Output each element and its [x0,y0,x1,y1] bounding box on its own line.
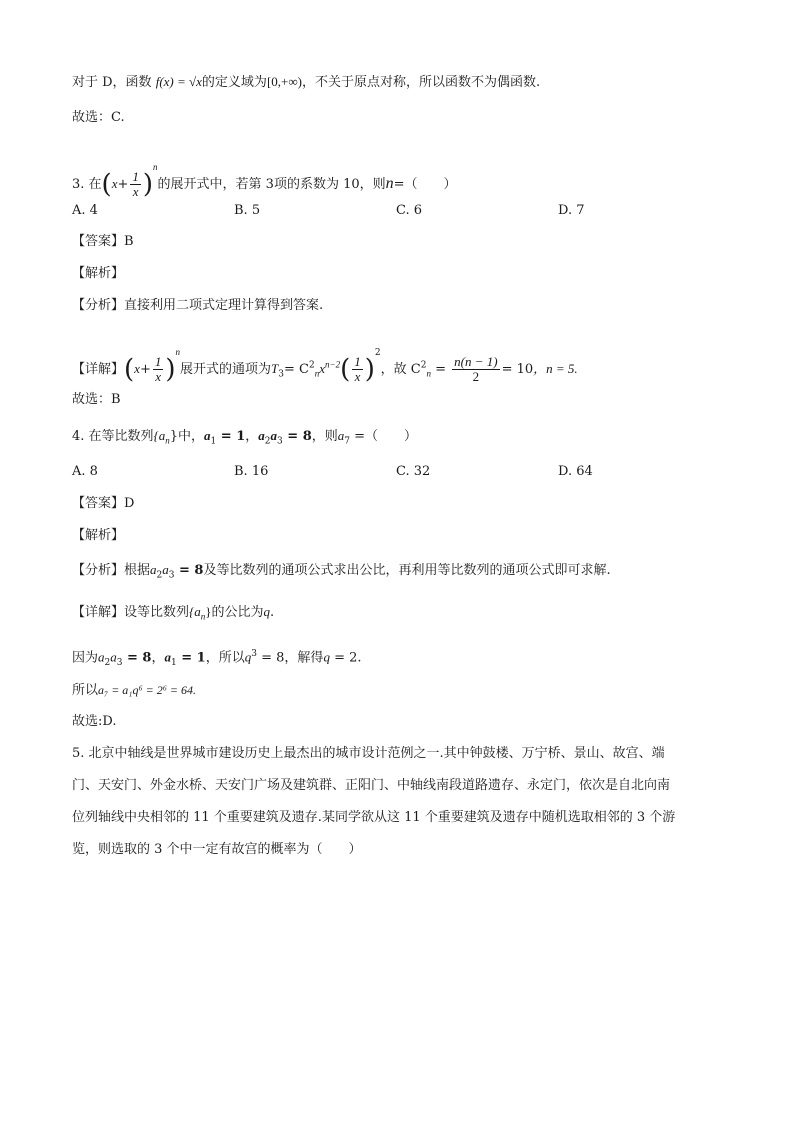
formula: x [111,176,118,191]
formula: a [162,562,169,577]
text-line [72,72,540,93]
question-5-line-3: 位列轴线中央相邻的 11 个重要建筑及遗存.某同学欲从这 11 个重要建筑及遗存中随机选取相邻的 3 个游 [72,810,676,825]
formula: a [98,649,105,665]
formula: ，n = 5. [533,361,578,376]
formula: a₇ = a₁q⁶ = 2⁶ = 64. [98,683,196,697]
formula: = C [284,362,309,377]
text: 展开式的通项为 [180,362,272,377]
fraction [452,355,499,384]
fraction [130,170,141,199]
question-5-line-1: 5. 北京中轴线是世界城市建设历史上最杰出的城市设计范例之一.其中钟鼓楼、万宁桥、景山、故宫、端 [72,746,665,761]
text: ，解得 [284,650,324,666]
subscript: 3 [277,436,283,447]
option-b: B. 5 [234,203,261,218]
text: =（ ） [393,177,457,192]
option-d: D. 64 [558,464,593,479]
text: 因为 [72,650,99,666]
subscript: 3 [116,657,123,668]
detail-line [72,644,362,673]
detail-label: 【详解】 [72,362,125,377]
paren: ) [364,354,375,385]
text: ，故 C [380,362,421,377]
formula: = 2. [329,650,362,666]
subscript: 7 [344,436,350,447]
analysis-text: 【分析】直接利用二项式定理计算得到答案. [72,298,324,313]
text: =（ ） [350,429,418,444]
subscript: 2 [156,570,163,581]
subscript: 2 [264,436,271,447]
formula: a [204,428,211,443]
superscript: 2 [374,348,381,358]
question-number: 3. 在 [72,177,102,192]
exponent: n [175,347,181,357]
formula: q [323,649,330,665]
subscript: n [165,435,170,446]
analysis-label: 【解析】 [72,528,125,543]
question-3 [72,150,457,200]
formula: = 8 [122,650,152,666]
subscript: 2 [104,657,111,668]
formula: = 8 [282,429,312,444]
formula: a [337,428,345,443]
answer-label: 【答案】D [72,496,135,511]
text: 及等比数列的通项公式求出公比，再利用等比数列的通项公式即可求解. [203,563,611,578]
fraction-numerator: n(n − 1) [454,354,498,369]
subscript: n [200,611,206,622]
detail-line [72,680,196,701]
superscript: n−2 [325,359,341,370]
formula: a [110,649,117,665]
fraction-numerator: 1 [154,354,162,369]
formula: = 8 [256,650,285,666]
formula: x [134,361,140,376]
formula: a [258,428,265,443]
choice-line: 故选：B [72,392,121,407]
paren: ( [101,169,112,200]
formula: = 1 [216,429,246,444]
exponent: n [153,162,158,172]
formula: {a [153,428,166,443]
text: ， [245,429,259,444]
formula: + [139,362,151,377]
formula: = 10 [501,362,534,377]
analysis-label: 【解析】 [72,266,125,281]
text: 的展开式中，若第 3项的系数为 10，则 [157,177,386,192]
subscript: n [314,368,320,379]
formula: } [205,604,212,619]
choice-line: 故选:D. [72,714,117,729]
fraction-denominator: x [155,369,161,384]
formula: [0,+∞) [266,74,302,89]
subscript: 3 [278,369,284,380]
text: }中， [169,429,205,444]
formula: n [385,175,394,192]
text: 的定义域为 [201,75,267,90]
option-d: D. 7 [558,203,585,218]
paren: ( [124,354,135,385]
superscript: 2 [308,360,315,371]
analysis-text [72,560,611,586]
text: 对于 D，函数 [72,75,156,90]
option-c: C. 32 [396,464,431,479]
formula: + [117,177,129,192]
formula: q [244,649,252,665]
choice-line: 故选：C. [72,110,125,125]
detail-line [72,602,274,627]
formula: a [164,649,171,665]
fraction-numerator: 1 [132,169,139,184]
question-number: 4. 在等比数列 [72,429,154,444]
formula: T [271,361,279,376]
formula: a [270,428,278,443]
formula: = [430,362,451,377]
subscript: 1 [171,657,177,668]
subscript: 3 [168,570,175,581]
superscript: 3 [251,649,257,659]
option-c: C. 6 [396,203,423,218]
text: . [269,605,275,620]
text: 【分析】根据 [72,563,151,578]
formula: {a [189,604,201,619]
formula: x [319,361,325,376]
formula: f(x) = √x [155,74,202,89]
formula: = 8 [174,563,204,578]
option-a: A. 4 [72,203,98,218]
superscript: 2 [420,360,427,371]
subscript: n [426,368,431,379]
fraction-denominator: x [354,369,361,384]
text: 的公比为 [211,605,264,620]
text: 【详解】设等比数列 [72,605,190,620]
text: ，不关于原点对称，所以函数不为偶函数. [301,75,541,90]
formula: = 1 [176,650,206,666]
paren: ) [165,354,176,385]
fraction [153,355,164,384]
detail-line [72,330,578,385]
text: ， [151,650,165,666]
text: 所以 [72,683,99,698]
paren: ( [340,354,351,385]
question-5-line-2: 门、天安门、外金水桥、天安门广场及建筑群、正阳门、中轴线南段道路遗存、永定门，依次是自北向南 [72,778,671,793]
option-a: A. 8 [72,464,98,479]
fraction [352,355,363,384]
formula: a [150,562,157,577]
question-5-line-4: 览，则选取的 3 个中一定有故宫的概率为（ ） [72,842,362,857]
fraction-numerator: 1 [354,354,361,369]
subscript: 1 [210,436,217,447]
fraction-denominator: 2 [472,369,480,384]
fraction-denominator: x [132,184,139,199]
question-4 [72,426,417,452]
formula: q [263,604,270,619]
text: ，则 [311,429,338,444]
paren: ) [142,169,154,200]
text: ，所以 [205,650,245,666]
option-b: B. 16 [234,464,269,479]
answer-label: 【答案】B [72,234,134,249]
